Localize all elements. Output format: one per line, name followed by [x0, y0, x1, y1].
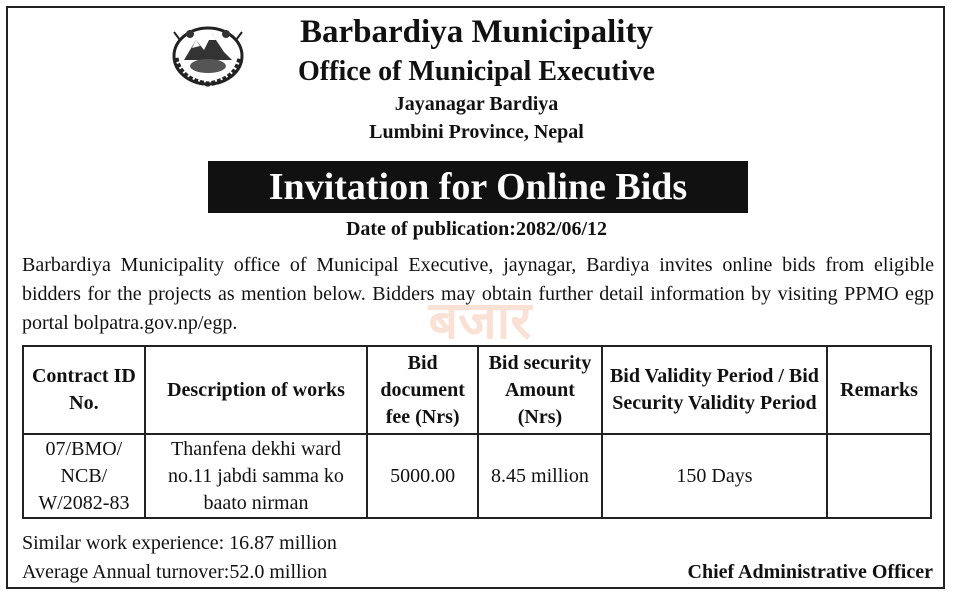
- signatory: Chief Administrative Officer: [687, 561, 933, 583]
- cell-security-amount: 8.45 million: [478, 434, 602, 518]
- cell-contract-id: 07/BMO/ NCB/ W/2082-83: [23, 434, 145, 518]
- header-security-amount: Bid security Amount (Nrs): [478, 346, 602, 434]
- header-bid-fee: Bid document fee (Nrs): [367, 346, 478, 434]
- intro-paragraph: Barbardiya Municipality office of Municipal Executive, jaynagar, Bardiya invites online bids from eligible bidders for the projects as mention below. Bidders may obtain further detail information by visiting PPMO egp portal bolpatra.gov.np/egp.: [22, 254, 934, 334]
- notice-title: Invitation for Online Bids: [208, 161, 748, 213]
- watermark-text: बजार: [428, 291, 532, 350]
- header-remarks: Remarks: [827, 346, 931, 434]
- header-description: Description of works: [145, 346, 367, 434]
- office-name: Office of Municipal Executive: [298, 56, 655, 87]
- cell-bid-fee: 5000.00: [367, 434, 478, 518]
- experience-requirement: Similar work experience: 16.87 million: [22, 532, 337, 554]
- header-validity: Bid Validity Period / Bid Security Validity Period: [602, 346, 827, 434]
- header-contract-id: Contract ID No.: [23, 346, 145, 434]
- table-header-row: [23, 346, 931, 434]
- table-row: [23, 434, 931, 518]
- publication-date: Date of publication:2082/06/12: [345, 218, 608, 240]
- cell-description: Thanfena dekhi ward no.11 jabdi samma ko baato nirman: [145, 434, 367, 518]
- cell-validity: 150 Days: [602, 434, 827, 518]
- turnover-requirement: Average Annual turnover:52.0 million: [22, 561, 328, 583]
- watermark-logo: [300, 290, 660, 350]
- cell-remarks: [827, 434, 931, 518]
- municipality-name: Barbardiya Municipality: [300, 14, 653, 50]
- bids-table: [22, 345, 932, 519]
- address-line-2: Lumbini Province, Nepal: [369, 121, 584, 143]
- address-line-1: Jayanagar Bardiya: [394, 93, 559, 115]
